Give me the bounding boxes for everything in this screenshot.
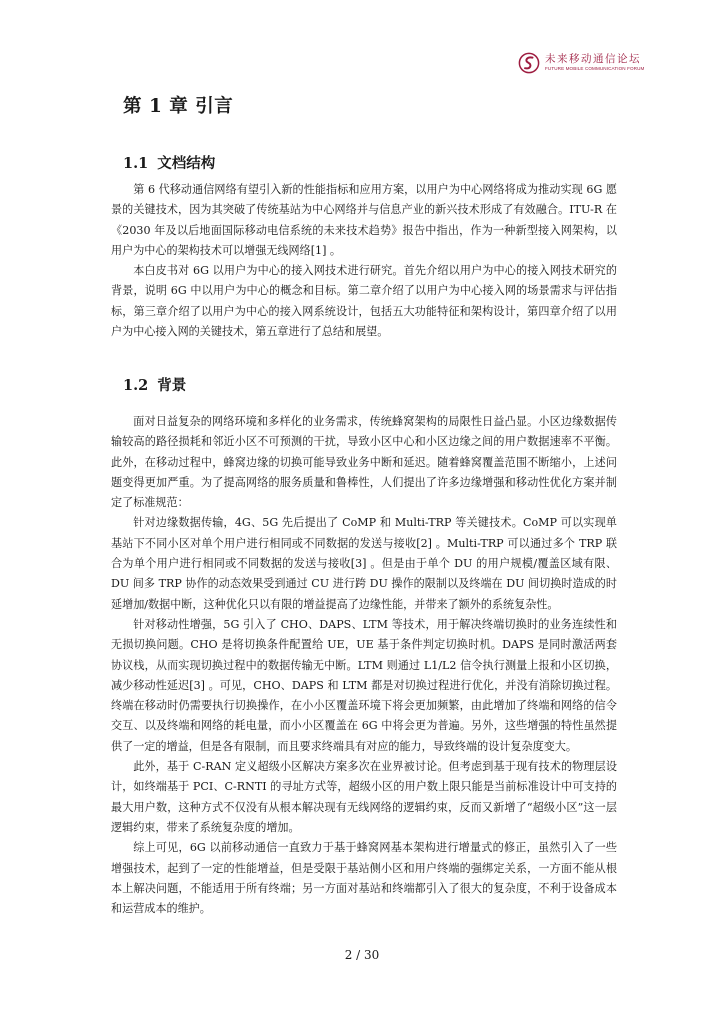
paragraph: 此外，基于 C-RAN 定义超级小区解决方案多次在业界被讨论。但考虑到基于现有技术的物理层设计，如终端基于 PCI、C-RNTI 的寻址方式等，超级小区的用户数上限只能是当前标准设计中可支持的最大用户数，这种方式不仅没有从根本解决现有无线网络的逻辑约束，反而又新增了“超级小区”这一层逻辑约束，带来了系统复杂度的增加。 (111, 760, 617, 834)
section-heading-structure (123, 152, 215, 173)
logo-name-en: FUTURE MOBILE COMMUNICATION FORUM (545, 65, 645, 71)
section-title: 背景 (157, 377, 187, 394)
forum-logo (518, 50, 688, 76)
section-heading-background (123, 374, 186, 395)
section-number: 1.1 (123, 155, 149, 172)
paragraph: 本白皮书对 6G 以用户为中心的接入网技术进行研究。首先介绍以用户为中心的接入网技术研究的背景，说明 6G 中以用户为中心的概念和目标。第二章介绍了以用户为中心接入网的场景需求与评估指标，第三章介绍了以用户为中心的接入网系统设计，包括五大功能特征和架构设计，第四章介绍了以用户为中心接入网的关键技术，第五章进行了总结和展望。 (111, 264, 617, 339)
section-body-background (111, 412, 617, 919)
page-number: 2 / 30 (344, 948, 380, 962)
logo-name-cn: 未来移动通信论坛 (545, 53, 641, 66)
paragraph: 综上可见，6G 以前移动通信一直致力于基于蜂窝网基本架构进行增量式的修正，虽然引入了一些增强技术，起到了一定的性能增益，但是受限于基站侧小区和用户终端的强绑定关系，一方面不能从根本上解决问题，不能适用于所有终端；另一方面对基站和终端都引入了很大的复杂度，不利于设备成本和运营成本的维护。 (111, 841, 617, 916)
paragraph: 针对移动性增强，5G 引入了 CHO、DAPS、LTM 等技术，用于解决终端切换时的业务连续性和无损切换问题。CHO 是将切换条件配置给 UE，UE 基于条件判定切换时机。DAPS 是同时激活两套协议栈，从而实现切换过程中的数据传输无中断。LTM 则通过 L1/L2 信令执行测量上报和小区切换，减少移动性延迟[3] 。可见，CHO、DAPS 和 LTM 都是对切换过程进行优化，并没有消除切换过程。终端在移动时仍需要执行切换操作，在小小区覆盖环境下将会更加频繁，由此增加了终端和网络的信令交互、以及终端和网络的耗电量，而小小区覆盖在 6G 中将会更为普遍。另外，这些增强的特性虽然提供了一定的增益，但是各有限制，而且要求终端具有对应的能力，导致终端的设计复杂度变大。 (111, 617, 617, 753)
section-title: 文档结构 (157, 155, 216, 172)
section-number: 1.2 (123, 377, 149, 394)
paragraph: 第 6 代移动通信网络有望引入新的性能指标和应用方案，以用户为中心网络将成为推动实现 6G 愿景的关键技术，因为其突破了传统基站为中心网络并与信息产业的新兴技术形成了有效融合。ITU-R 在《2030 年及以后地面国际移动电信系统的未来技术趋势》报告中指出，作为一种新型接入网架构，以用户为中心的架构技术可以增强无线网络[1] 。 (111, 183, 617, 257)
paragraph: 面对日益复杂的网络环境和多样化的业务需求，传统蜂窝架构的局限性日益凸显。小区边缘数据传输较高的路径损耗和邻近小区不可预测的干扰，导致小区中心和小区边缘之间的用户数据速率不平衡。此外，在移动过程中，蜂窝边缘的切换可能导致业务中断和延迟。随着蜂窝覆盖范围不断缩小，上述问题变得更加严重。为了提高网络的服务质量和鲁棒性，人们提出了许多边缘增强和移动性优化方案并制定了标准规范： (111, 415, 617, 510)
chapter-title: 第 1 章 引言 (123, 96, 234, 117)
logo-text (545, 54, 644, 71)
forum-emblem-icon (518, 52, 540, 74)
section-body-structure (111, 180, 617, 342)
paragraph: 针对边缘数据传输，4G、5G 先后提出了 CoMP 和 Multi-TRP 等关键技术。CoMP 可以实现单基站下不同小区对单个用户进行相同或不同数据的发送与接收[2] 。Multi-TRP 可以通过多个 TRP 联合为单个用户进行相同或不同数据的发送与接收[3] 。但是由于单个 DU 的用户规模/覆盖区域有限、DU 间多 TRP 协作的动态效果受到通过 CU 进行跨 DU 操作的限制以及终端在 DU 间切换时造成的时延增加/数据中断，这种优化只以有限的增益提高了边缘性能，并带来了额外的系统复杂性。 (111, 516, 617, 611)
